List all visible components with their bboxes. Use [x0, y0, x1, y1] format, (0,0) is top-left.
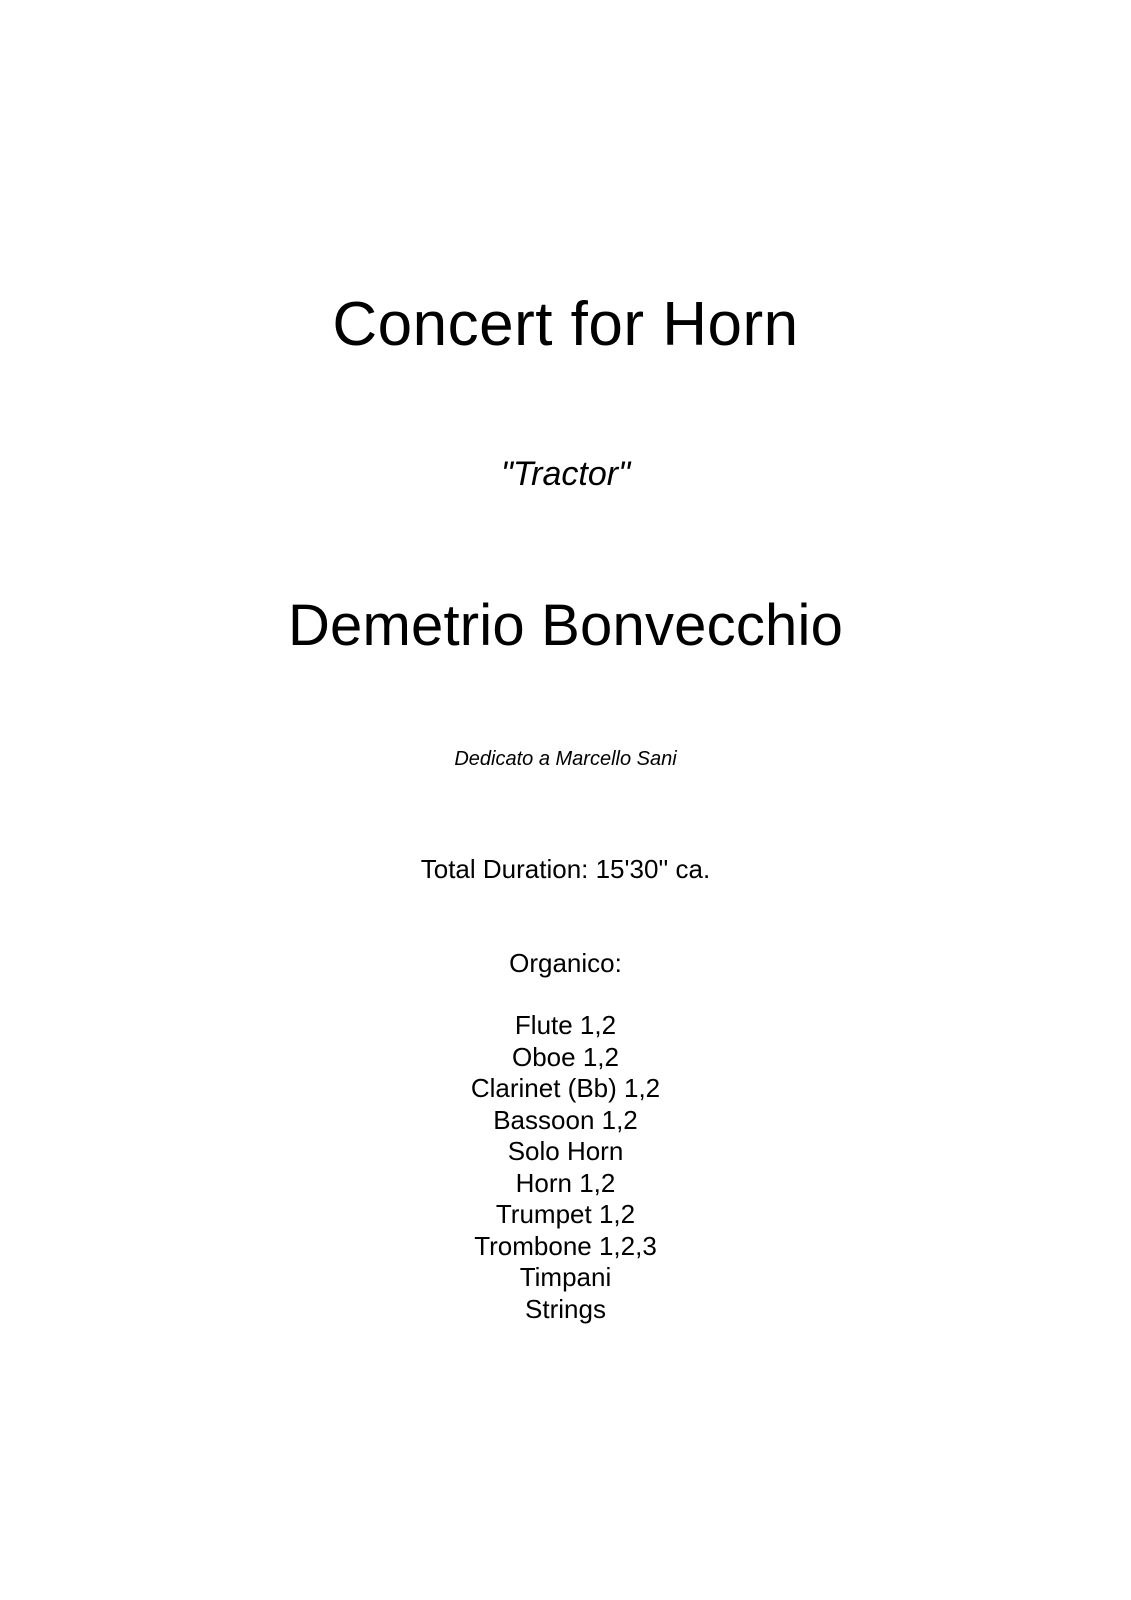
list-item: Timpani — [519, 1262, 612, 1292]
dedication-text: Dedicato a Marcello Sani — [454, 748, 677, 770]
page-title: Concert for Horn — [332, 290, 799, 359]
list-item: Solo Horn — [507, 1136, 624, 1166]
list-item: Horn 1,2 — [515, 1167, 616, 1198]
list-item: Strings — [525, 1293, 606, 1324]
list-item: Clarinet (Bb) 1,2 — [470, 1073, 661, 1103]
list-item: Oboe 1,2 — [512, 1041, 619, 1072]
list-item: Bassoon 1,2 — [493, 1104, 638, 1135]
list-item: Flute 1,2 — [514, 1010, 617, 1040]
list-item: Trombone 1,2,3 — [474, 1230, 657, 1261]
work-subtitle: "Tractor" — [500, 455, 631, 493]
instrumentation-list — [0, 1010, 1131, 1325]
list-item: Trumpet 1,2 — [495, 1199, 636, 1229]
instrumentation-heading: Organico: — [509, 948, 622, 978]
composer-name: Demetrio Bonvecchio — [287, 593, 844, 658]
total-duration: Total Duration: 15'30'' ca. — [420, 854, 711, 884]
